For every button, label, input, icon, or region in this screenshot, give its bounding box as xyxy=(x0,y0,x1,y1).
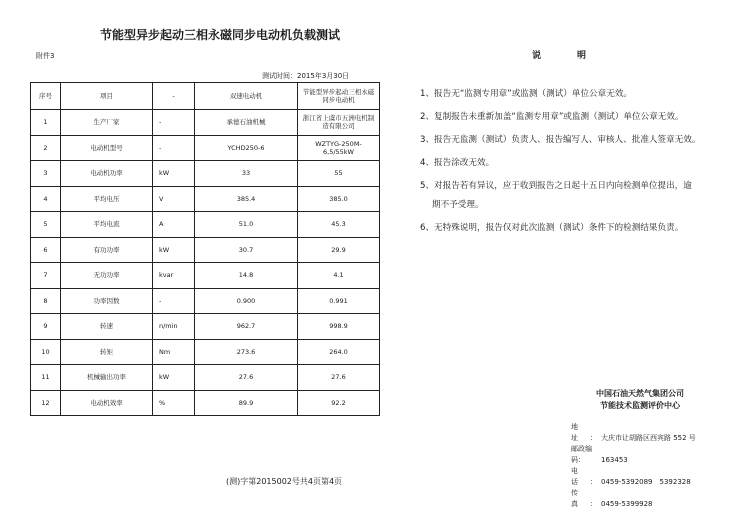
contact-address xyxy=(571,422,696,444)
table-cell: 7 xyxy=(31,263,61,289)
table-cell: 6 xyxy=(31,237,61,263)
notes-list xyxy=(420,83,725,240)
table-cell: n/min xyxy=(153,314,195,340)
table-cell: 27.6 xyxy=(195,365,298,391)
table-row xyxy=(31,161,380,187)
header-cell: 双速电动机 xyxy=(195,83,298,110)
table-cell: 5 xyxy=(31,212,61,238)
table-cell: 机械输出功率 xyxy=(61,365,153,391)
table-cell: 电动机效率 xyxy=(61,390,153,416)
table-cell: 平均电压 xyxy=(61,186,153,212)
table-cell: 转矩 xyxy=(61,339,153,365)
header-cell: 项目 xyxy=(61,83,153,110)
note-item: 2、复制报告未重新加盖“监测专用章”或监测（测试）单位公章无效。 xyxy=(420,112,684,122)
table-cell: 30.7 xyxy=(195,237,298,263)
postcode-value: 163453 xyxy=(601,456,628,464)
table-row xyxy=(31,339,380,365)
table-row xyxy=(31,263,380,289)
report-number: (测)字第2015002号共4页第4页 xyxy=(226,477,343,486)
table-cell: 29.9 xyxy=(298,237,380,263)
table-cell: kW xyxy=(153,365,195,391)
table-cell: - xyxy=(153,110,195,136)
org-name: 中国石油天然气集团公司 xyxy=(596,389,684,398)
table-cell: 962.7 xyxy=(195,314,298,340)
table-cell: 9 xyxy=(31,314,61,340)
table-cell: % xyxy=(153,390,195,416)
note-item: 6、无特殊说明，报告仅对此次监测（测试）条件下的检测结果负责。 xyxy=(420,223,684,233)
table-cell: 8 xyxy=(31,288,61,314)
table-cell: 89.9 xyxy=(195,390,298,416)
report-title: 节能型异步起动三相永磁同步电动机负载测试 xyxy=(99,28,340,42)
phone-value: 0459-5392089 5392328 xyxy=(601,478,691,486)
header-cell: 节能型异步起动三相永磁同步电动机 xyxy=(298,83,380,110)
table-header-row xyxy=(31,83,380,110)
table-row xyxy=(31,237,380,263)
table-cell: 浙江省上虞市五洲电机制造有限公司 xyxy=(298,110,380,136)
table-cell: YCHD250-6 xyxy=(195,135,298,161)
table-row xyxy=(31,314,380,340)
contact-fax xyxy=(571,488,696,510)
contact-postcode xyxy=(571,444,696,466)
table-cell: 0.991 xyxy=(298,288,380,314)
table-cell: 27.6 xyxy=(298,365,380,391)
table-cell: 51.0 xyxy=(195,212,298,238)
table-cell: kW xyxy=(153,161,195,187)
load-test-table xyxy=(30,82,380,416)
table-cell: 0.900 xyxy=(195,288,298,314)
phone-label: 电话： xyxy=(571,467,609,486)
table-cell: 10 xyxy=(31,339,61,365)
table-cell: 2 xyxy=(31,135,61,161)
table-cell: 55 xyxy=(298,161,380,187)
table-row xyxy=(31,212,380,238)
table-cell: 385.0 xyxy=(298,186,380,212)
contact-phone xyxy=(571,466,696,488)
table-cell: 有功功率 xyxy=(61,237,153,263)
table-cell: - xyxy=(153,288,195,314)
fax-label: 传真： xyxy=(571,489,609,508)
postcode-label: 邮政编码： xyxy=(571,445,592,464)
note-item: 1、报告无“监测专用章”或监测（测试）单位公章无效。 xyxy=(420,89,633,99)
fax-value: 0459-5399928 xyxy=(601,500,653,508)
table-cell: V xyxy=(153,186,195,212)
table-cell: 12 xyxy=(31,390,61,416)
note-text-continued: 期不予受理。 xyxy=(432,200,484,210)
table-cell: 电动机型号 xyxy=(61,135,153,161)
table-cell: 1 xyxy=(31,110,61,136)
table-cell: 3 xyxy=(31,161,61,187)
test-date: 测试时间：2015年3月30日 xyxy=(262,72,350,80)
note-item: 4、报告涂改无效。 xyxy=(420,158,495,168)
table-cell: 转速 xyxy=(61,314,153,340)
table-row xyxy=(31,186,380,212)
table-row xyxy=(31,390,380,416)
table-cell: 385.4 xyxy=(195,186,298,212)
table-cell: 11 xyxy=(31,365,61,391)
table-cell: A xyxy=(153,212,195,238)
table-row xyxy=(31,110,380,136)
notes-title: 说明 xyxy=(532,51,623,61)
note-text: 5、对报告若有异议，应于收到报告之日起十五日内向检测单位提出，逾 xyxy=(420,181,692,191)
table-cell: 电动机功率 xyxy=(61,161,153,187)
address-label: 地址： xyxy=(571,423,609,442)
table-cell: 92.2 xyxy=(298,390,380,416)
appendix-label: 附件3 xyxy=(36,52,55,60)
table-cell: 无功功率 xyxy=(61,263,153,289)
table-cell: 264.0 xyxy=(298,339,380,365)
table-row xyxy=(31,365,380,391)
header-cell: 序号 xyxy=(31,83,61,110)
table-cell: 45.3 xyxy=(298,212,380,238)
table-cell: 14.8 xyxy=(195,263,298,289)
table-cell: Nm xyxy=(153,339,195,365)
header-cell: - xyxy=(153,83,195,110)
table-cell: 4 xyxy=(31,186,61,212)
table-cell: 998.9 xyxy=(298,314,380,340)
table-cell: 生产厂家 xyxy=(61,110,153,136)
table-cell: kW xyxy=(153,237,195,263)
table-row xyxy=(31,288,380,314)
table-cell: 33 xyxy=(195,161,298,187)
organization-block xyxy=(560,388,720,412)
note-item: 3、报告无监测（测试）负责人、报告编写人、审核人、批准人签章无效。 xyxy=(420,135,701,145)
org-department: 节能技术监测评价中心 xyxy=(600,401,680,410)
table-cell: 承德石油机械 xyxy=(195,110,298,136)
table-cell: 平均电流 xyxy=(61,212,153,238)
note-item xyxy=(420,177,725,215)
table-cell: kvar xyxy=(153,263,195,289)
table-cell: - xyxy=(153,135,195,161)
contact-block xyxy=(571,422,696,510)
address-value: 大庆市让胡路区西宾路 552 号 xyxy=(601,434,696,442)
table-cell: 273.6 xyxy=(195,339,298,365)
table-cell: 4.1 xyxy=(298,263,380,289)
table-cell: 功率因数 xyxy=(61,288,153,314)
table-cell: WZTYG-250M-6,5/55kW xyxy=(298,135,380,161)
table-row xyxy=(31,135,380,161)
